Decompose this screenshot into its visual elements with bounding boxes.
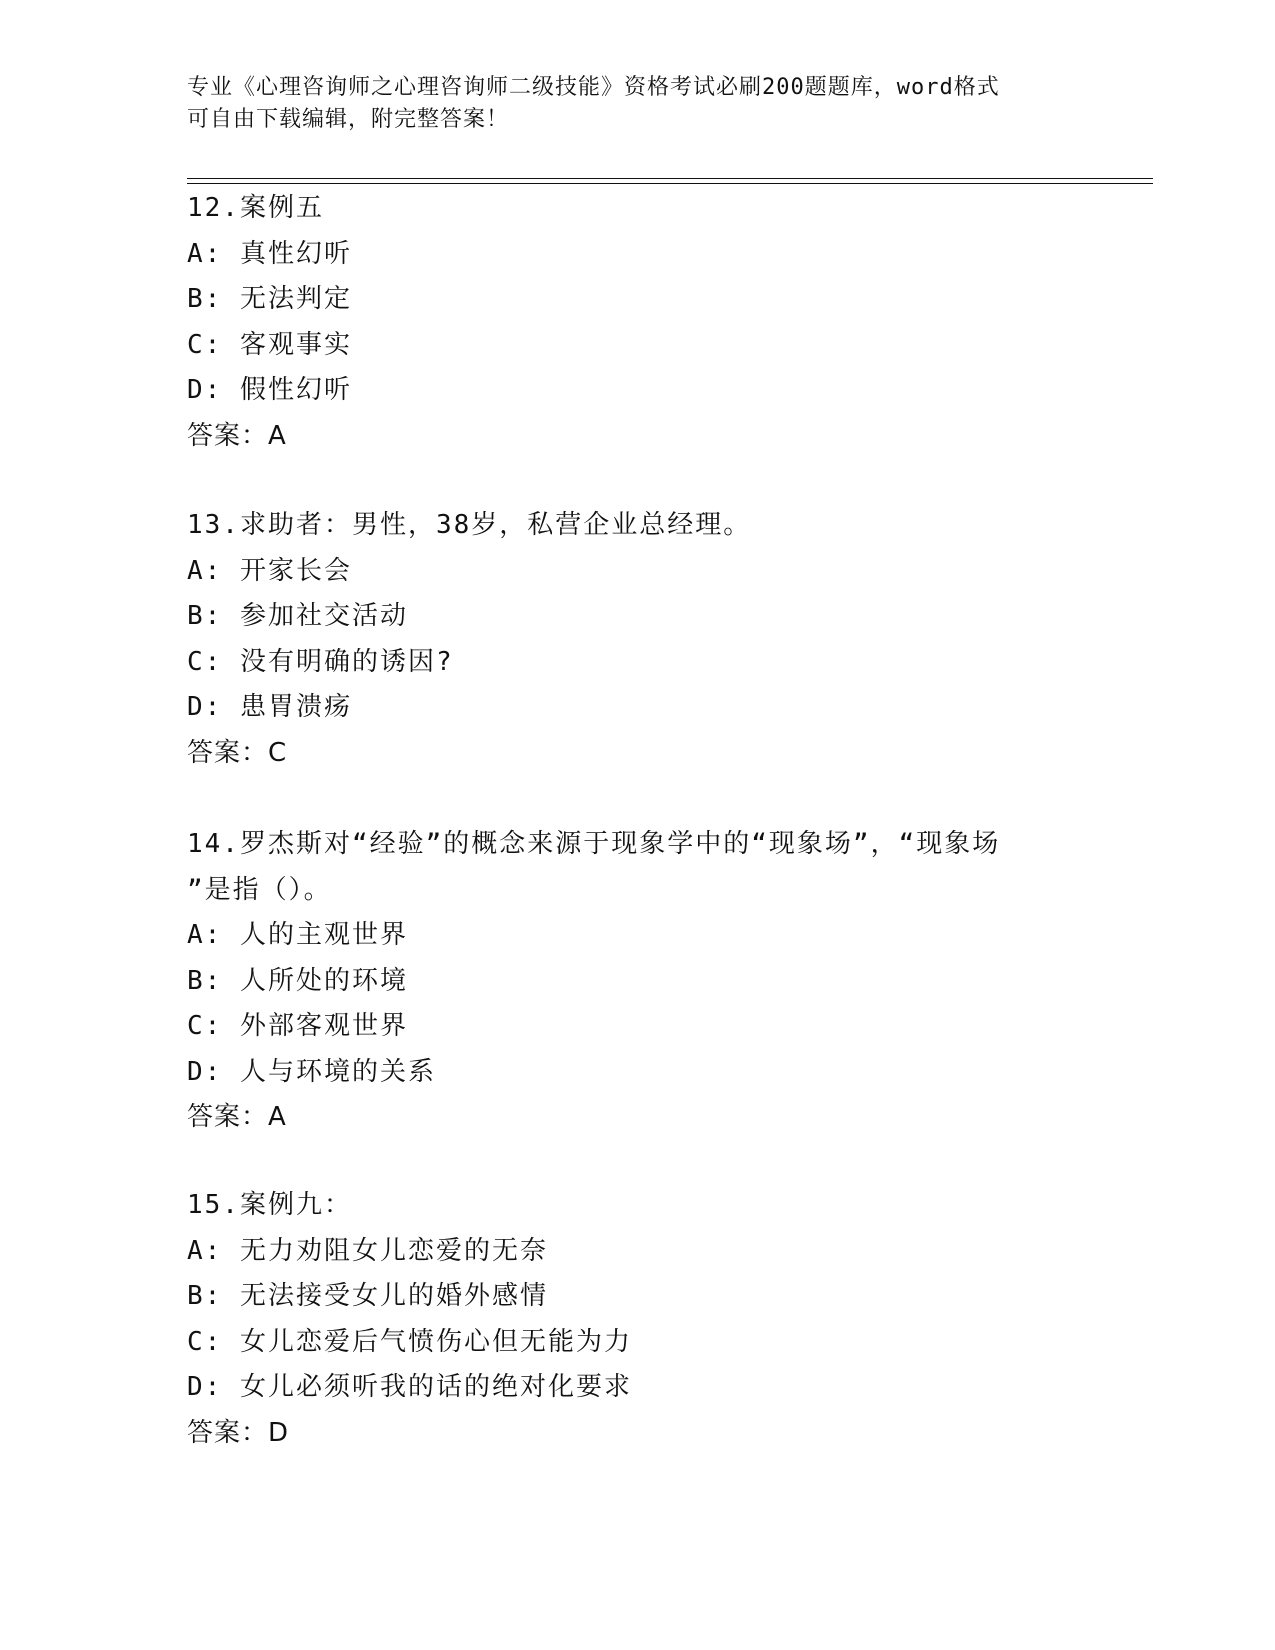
option-b: B: 无法判定: [187, 284, 352, 314]
option-c: C: 没有明确的诱因?: [187, 646, 454, 677]
option-c: C: 客观事实: [187, 329, 352, 360]
question-14: [187, 822, 1087, 1141]
question-15: [187, 1183, 1087, 1456]
option-b: B: 无法接受女儿的婚外感情: [187, 1281, 548, 1311]
answer: 答案：C: [187, 737, 288, 768]
question-stem-line-2: ”是指（）。: [187, 874, 332, 905]
answer: 答案：A: [187, 420, 287, 451]
option-d: D: 人与环境的关系: [187, 1056, 436, 1087]
option-c: C: 女儿恋爱后气愤伤心但无能为力: [187, 1326, 632, 1357]
option-a: A: 真性幻听: [187, 238, 352, 269]
option-b: B: 参加社交活动: [187, 601, 408, 631]
answer: 答案：A: [187, 1102, 287, 1132]
option-b: B: 人所处的环境: [187, 965, 408, 996]
option-d: D: 女儿必须听我的话的绝对化要求: [187, 1372, 632, 1402]
question-stem-line-1: 14.罗杰斯对“经验”的概念来源于现象学中的“现象场”，“现象场: [187, 829, 1001, 859]
question-13: [187, 503, 1087, 776]
document-header: [187, 72, 1087, 136]
option-a: A: 开家长会: [187, 555, 352, 586]
header-divider-bottom: [187, 183, 1153, 184]
option-d: D: 假性幻听: [187, 375, 352, 405]
header-divider-top: [187, 178, 1153, 179]
option-c: C: 外部客观世界: [187, 1011, 408, 1041]
question-stem: 12.案例五: [187, 193, 324, 223]
question-12: [187, 186, 1087, 459]
header-line-1: 专业《心理咨询师之心理咨询师二级技能》资格考试必刷200题题库，word格式: [187, 75, 1000, 100]
option-d: D: 患胃溃疡: [187, 692, 352, 722]
option-a: A: 无力劝阻女儿恋爱的无奈: [187, 1235, 548, 1266]
question-stem: 15.案例九：: [187, 1190, 352, 1220]
header-line-2: 可自由下载编辑，附完整答案！: [187, 107, 510, 132]
question-stem: 13.求助者：男性，38岁，私营企业总经理。: [187, 510, 752, 540]
answer: 答案：D: [187, 1417, 290, 1448]
option-a: A: 人的主观世界: [187, 920, 408, 950]
